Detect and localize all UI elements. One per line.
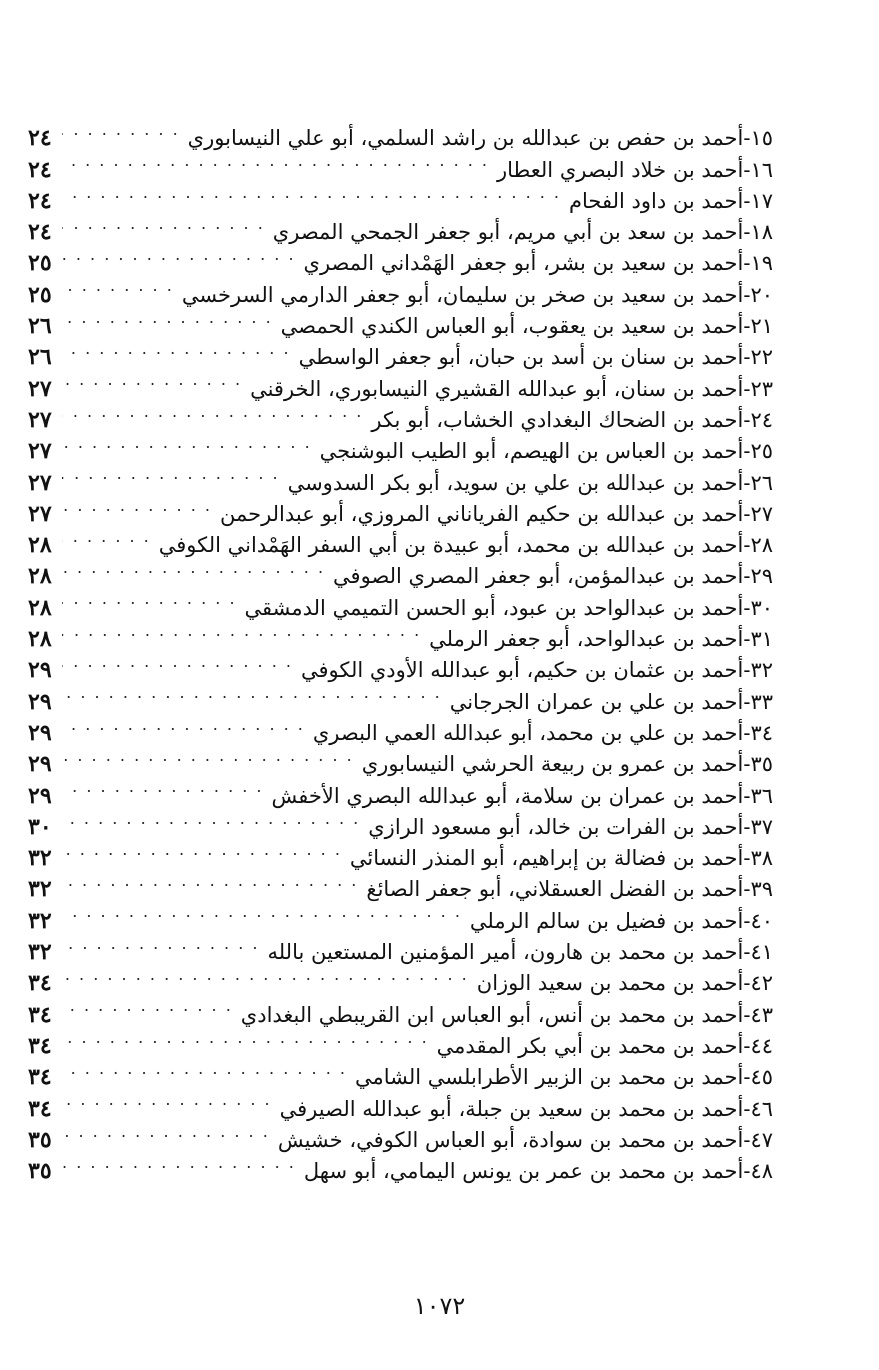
entry-number: ٣٠- (743, 595, 773, 620)
dot-leader (62, 803, 364, 834)
toc-entry (28, 114, 773, 152)
entry-title: أحمد بن عبدالله بن علي بن سويد، أبو بكر السدوسي (287, 470, 744, 495)
entry-title: أحمد بن محمد بن الزبير الأطرابلسي الشامي (354, 1065, 744, 1090)
entry-number: ٣٩- (743, 877, 773, 902)
entry-page-number: ٢٧ (28, 500, 52, 527)
entry-page-number: ٣٤ (28, 1001, 52, 1028)
entry-page-number: ٢٦ (28, 313, 52, 340)
entry-page-number: ٢٨ (28, 594, 52, 621)
table-of-contents (28, 114, 773, 1185)
entry-page-number: ٢٨ (28, 626, 52, 653)
dot-leader (62, 834, 346, 865)
entry-title: أحمد بن محمد بن عمر بن يونس اليمامي، أبو سهل (303, 1159, 744, 1184)
dot-leader (62, 239, 300, 270)
dot-leader (62, 865, 362, 896)
entry-title: أحمد بن الضحاك البغدادي الخشاب، أبو بكر (371, 407, 744, 432)
entry-title: أحمد بن سعيد بن صخر بن سليمان، أبو جعفر الدارمي السرخسي (181, 282, 744, 307)
dot-leader (62, 896, 466, 927)
entry-page-number: ٣٠ (28, 813, 52, 840)
dot-leader (62, 615, 425, 646)
entry-page-number: ٣٢ (28, 876, 52, 903)
page-number: ١٠٧٢ (413, 1292, 466, 1320)
entry-title: أحمد بن محمد بن سعيد بن جبلة، أبو عبدالله الصيرفي (279, 1096, 744, 1121)
entry-number: ١٦- (743, 157, 773, 182)
entry-page-number: ٢٨ (28, 563, 52, 590)
entry-number: ٢٨- (743, 533, 773, 558)
entry-page-number: ٣٤ (28, 1032, 52, 1059)
entry-number: ٢٤- (743, 407, 773, 432)
entry-title: أحمد بن محمد بن أبي بكر المقدمي (436, 1033, 744, 1058)
dot-leader (62, 177, 565, 208)
dot-leader (62, 145, 493, 176)
dot-leader (62, 928, 263, 959)
entry-page-number: ٢٩ (28, 782, 52, 809)
entry-number: ٤٥- (743, 1065, 773, 1090)
entry-number: ٣٧- (743, 814, 773, 839)
entry-title: أحمد بن عبدالمؤمن، أبو جعفر المصري الصوفي (333, 564, 744, 589)
dot-leader (62, 490, 216, 521)
entry-number: ٣٣- (743, 689, 773, 714)
entry-page-number: ٢٤ (28, 156, 52, 183)
entry-number: ٤١- (743, 940, 773, 965)
entry-title: أحمد بن سعد بن أبي مريم، أبو جعفر الجمحي المصري (272, 220, 744, 245)
entry-number: ٣٦- (743, 783, 773, 808)
entry-title: أحمد بن محمد بن سوادة، أبو العباس الكوفي، خشيش (277, 1127, 744, 1152)
entry-number: ٣٤- (743, 720, 773, 745)
entry-page-number: ٢٩ (28, 751, 52, 778)
entry-title: أحمد بن علي بن محمد، أبو عبدالله العمي البصري (312, 720, 744, 745)
dot-leader (62, 959, 473, 990)
entry-title: أحمد بن سنان بن أسد بن حبان، أبو جعفر الواسطي (298, 345, 744, 370)
entry-number: ١٧- (743, 188, 773, 213)
dot-leader (62, 677, 446, 708)
entry-number: ٢٦- (743, 470, 773, 495)
entry-number: ٢٢- (743, 345, 773, 370)
entry-page-number: ٢٩ (28, 688, 52, 715)
entry-number: ١٨- (743, 220, 773, 245)
entry-title: أحمد بن علي بن عمران الجرجاني (449, 689, 744, 714)
entry-page-number: ٢٧ (28, 438, 52, 465)
entry-title: أحمد بن سعيد بن يعقوب، أبو العباس الكندي الحمصي (280, 314, 744, 339)
entry-page-number: ٢٤ (28, 187, 52, 214)
entry-page-number: ٢٧ (28, 469, 52, 496)
entry-number: ٤٨- (743, 1159, 773, 1184)
entry-title: أحمد بن الفرات بن خالد، أبو مسعود الرازي (368, 814, 744, 839)
dot-leader (62, 396, 367, 427)
entry-page-number: ٢٨ (28, 532, 52, 559)
dot-leader (62, 990, 237, 1021)
entry-title: أحمد بن حفص بن عبدالله بن راشد السلمي، أبو علي النيسابوري (187, 126, 744, 151)
entry-number: ٣٨- (743, 846, 773, 871)
entry-number: ٣٥- (743, 752, 773, 777)
entry-title: أحمد بن داود الفحام (569, 188, 744, 213)
entry-title: أحمد بن عبدالله بن حكيم الفرياناني المروزي، أبو عبدالرحمن (219, 501, 744, 526)
entry-number: ٤٦- (743, 1096, 773, 1121)
entry-page-number: ٢٧ (28, 406, 52, 433)
entry-title: أحمد بن خلاد البصري العطار (497, 157, 744, 182)
dot-leader (62, 583, 241, 614)
entry-title: أحمد بن عمران بن سلامة، أبو عبدالله البصري الأخفش (271, 783, 744, 808)
dot-leader (62, 270, 178, 301)
entry-number: ٢٥- (743, 439, 773, 464)
entry-number: ٢٧- (743, 501, 773, 526)
entry-page-number: ٣٢ (28, 907, 52, 934)
dot-leader (62, 521, 155, 552)
entry-title: أحمد بن محمد بن أنس، أبو العباس ابن القريبطي البغدادي (240, 1002, 744, 1027)
entry-number: ٤٠- (743, 908, 773, 933)
dot-leader (62, 1053, 351, 1084)
entry-number: ٢٩- (743, 564, 773, 589)
dot-leader (62, 552, 329, 583)
entry-title: أحمد بن عبدالواحد، أبو جعفر الرملي (429, 627, 744, 652)
entry-number: ١٥- (743, 126, 773, 151)
entry-title: أحمد بن عمرو بن ربيعة الحرشي النيسابوري (361, 752, 744, 777)
dot-leader (62, 1084, 276, 1115)
dot-leader (62, 1116, 274, 1147)
dot-leader (62, 458, 284, 489)
entry-title: أحمد بن محمد بن هارون، أمير المؤمنين المستعين بالله (267, 940, 744, 965)
entry-page-number: ٣٢ (28, 845, 52, 872)
entry-number: ٤٢- (743, 971, 773, 996)
dot-leader (62, 1147, 300, 1178)
entry-page-number: ٢٩ (28, 657, 52, 684)
entry-page-number: ٣٤ (28, 970, 52, 997)
entry-page-number: ٣٢ (28, 939, 52, 966)
entry-page-number: ٢٦ (28, 344, 52, 371)
entry-title: أحمد بن محمد بن سعيد الوزان (476, 971, 744, 996)
entry-title: أحمد بن الفضل العسقلاني، أبو جعفر الصائغ (366, 877, 744, 902)
dot-leader (62, 771, 268, 802)
entry-number: ٢٠- (743, 282, 773, 307)
dot-leader (62, 740, 358, 771)
entry-title: أحمد بن عبدالواحد بن عبود، أبو الحسن التميمي الدمشقي (244, 595, 744, 620)
entry-page-number: ٢٧ (28, 375, 52, 402)
dot-leader (62, 333, 295, 364)
entry-number: ٣٢- (743, 658, 773, 683)
entry-title: أحمد بن العباس بن الهيصم، أبو الطيب البوشنجي (319, 439, 744, 464)
entry-page-number: ٣٤ (28, 1095, 52, 1122)
entry-page-number: ٢٥ (28, 281, 52, 308)
dot-leader (62, 364, 246, 395)
entry-number: ٣١- (743, 627, 773, 652)
entry-number: ٤٤- (743, 1033, 773, 1058)
entry-title: أحمد بن عبدالله بن محمد، أبو عبيدة بن أبي السفر الهَمْداني الكوفي (158, 533, 744, 558)
entry-number: ٢٣- (743, 376, 773, 401)
dot-leader (62, 709, 309, 740)
entry-title: أحمد بن سعيد بن بشر، أبو جعفر الهَمْداني المصري (303, 251, 744, 276)
entry-number: ١٩- (743, 251, 773, 276)
entry-number: ٢١- (743, 314, 773, 339)
entry-page-number: ٢٤ (28, 125, 52, 152)
dot-leader (62, 208, 269, 239)
dot-leader (62, 1022, 433, 1053)
entry-page-number: ٢٥ (28, 250, 52, 277)
dot-leader (62, 646, 297, 677)
entry-page-number: ٣٥ (28, 1126, 52, 1153)
entry-title: أحمد بن سنان، أبو عبدالله القشيري النيسابوري، الخرقني (250, 376, 744, 401)
entry-page-number: ٣٥ (28, 1158, 52, 1185)
entry-title: أحمد بن عثمان بن حكيم، أبو عبدالله الأودي الكوفي (300, 658, 744, 683)
entry-page-number: ٢٩ (28, 719, 52, 746)
entry-number: ٤٣- (743, 1002, 773, 1027)
entry-title: أحمد بن فضيل بن سالم الرملي (469, 908, 744, 933)
entry-page-number: ٢٤ (28, 219, 52, 246)
entry-page-number: ٣٤ (28, 1064, 52, 1091)
entry-number: ٤٧- (743, 1127, 773, 1152)
entry-title: أحمد بن فضالة بن إبراهيم، أبو المنذر النسائي (349, 846, 744, 871)
dot-leader (62, 114, 184, 145)
dot-leader (62, 427, 316, 458)
dot-leader (62, 302, 277, 333)
